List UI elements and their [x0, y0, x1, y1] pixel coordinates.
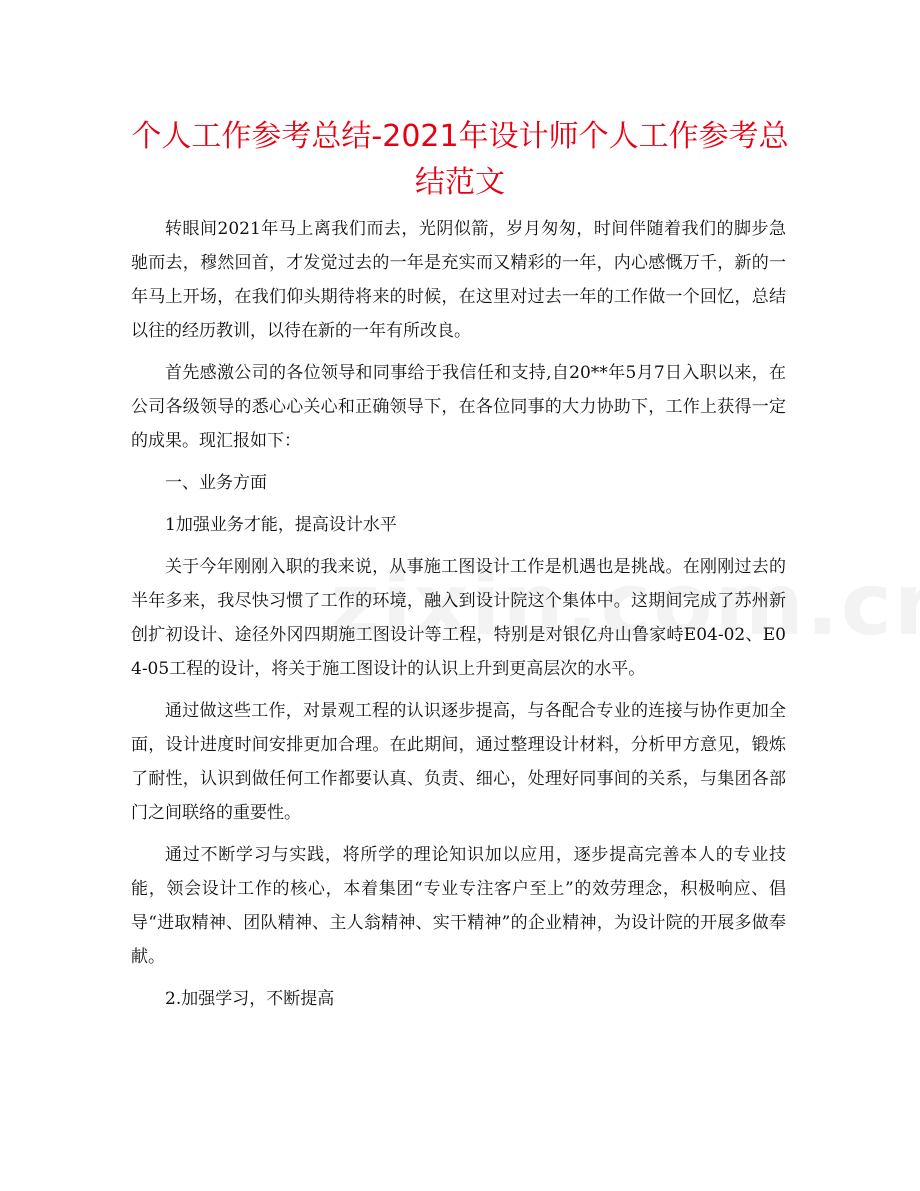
paragraph-intro: 转眼间2021年马上离我们而去，光阴似箭，岁月匆匆，时间伴随着我们的脚步急驰而去，穆然回首，才发觉过去的一年是充实而又精彩的一年，内心感慨万千，新的一年马上开场，在我们仰头期待将来的时候，在这里对过去一年的工作做一个回忆，总结以往的经历教训，以待在新的一年有所改良。	[131, 219, 786, 341]
subheading-1: 1加强业务才能，提高设计水平	[165, 515, 397, 535]
paragraph-experience: 通过做这些工作，对景观工程的认识逐步提高，与各配合专业的连接与协作更加全面，设计进度时间安排更加合理。在此期间，通过整理设计材料，分析甲方意见，锻炼了耐性，认识到做任何工作都要认真、负责、细心，处理好同事间的关系，与集团各部门之间联络的重要性。	[131, 701, 786, 823]
subheading-2: 2.加强学习，不断提高	[165, 989, 335, 1009]
paragraph-projects: 关于今年刚刚入职的我来说，从事施工图设计工作是机遇也是挑战。在刚刚过去的半年多来，我尽快习惯了工作的环境，融入到设计院这个集体中。这期间完成了苏州新创扩初设计、途径外冈四期施工图设计等工程，特别是对银亿舟山鲁家峙E04-02、E04-05工程的设计，将关于施工图设计的认识上升到更高层次的水平。	[131, 557, 786, 679]
paragraph-thanks: 首先感激公司的各位领导和同事给于我信任和支持,自20**年5月7日入职以来，在公司各级领导的悉心心关心和正确领导下，在各位同事的大力协助下，工作上获得一定的成果。现汇报如下：	[131, 363, 786, 451]
section-heading-business: 一、业务方面	[165, 473, 267, 493]
paragraph-learning: 通过不断学习与实践，将所学的理论知识加以应用，逐步提高完善本人的专业技能，领会设计工作的核心，本着集团“专业专注客户至上”的效劳理念，积极响应、倡导“进取精神、团队精神、主人翁精神、实干精神”的企业精神，为设计院的开展多做奉献。	[131, 845, 786, 967]
document-body	[131, 212, 786, 1024]
document-title: 个人工作参考总结-2021年设计师个人工作参考总结范文	[131, 119, 789, 200]
